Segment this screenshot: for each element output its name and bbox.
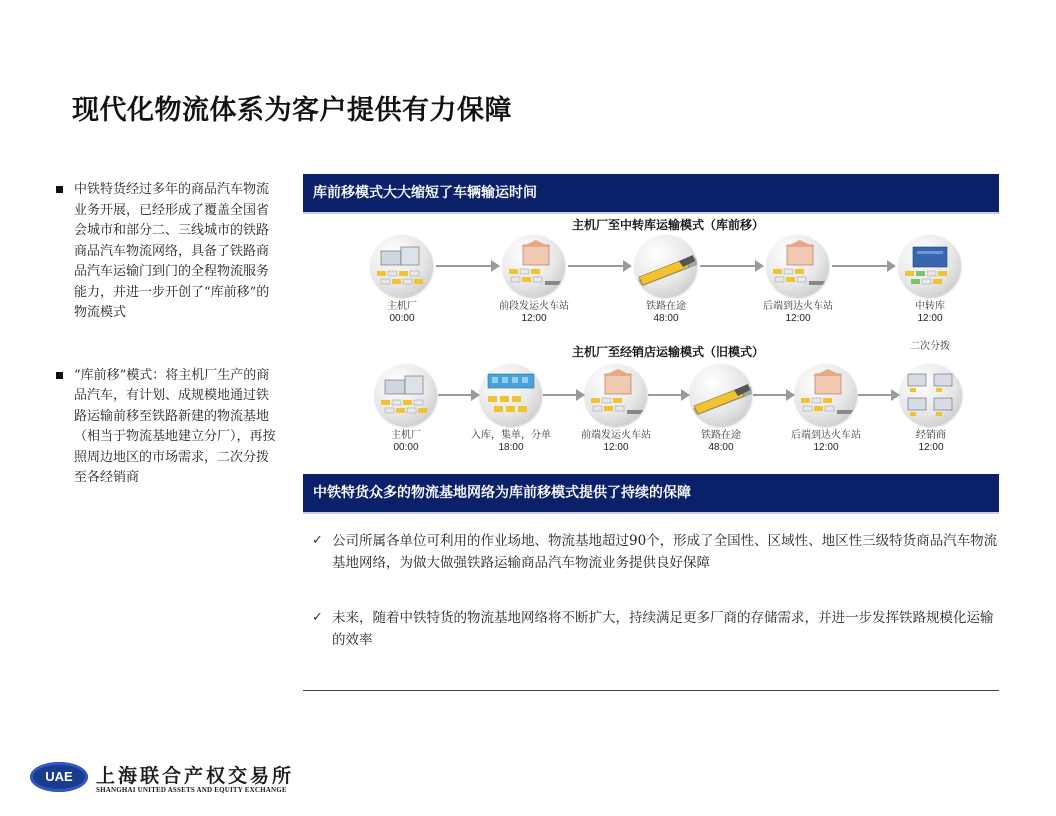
check-text: 未来，随着中铁特货的物流基地网络将不断扩大，持续满足更多厂商的存储需求，并进一步发挥铁路规模化运输的效率	[332, 610, 994, 648]
left-text-column	[56, 180, 276, 489]
station-icon	[585, 364, 647, 426]
node-label: 经销商	[916, 430, 946, 441]
node-time: 12:00	[785, 313, 811, 324]
check-item-future	[312, 607, 1002, 651]
node-time: 48:00	[708, 442, 734, 453]
warehouse-icon	[899, 235, 961, 297]
flow2-node-warehousing	[466, 364, 556, 454]
node-label: 前段发运火车站	[499, 301, 569, 312]
parking-icon	[480, 364, 542, 426]
checkmark-icon: ✓	[312, 533, 323, 548]
divider	[303, 690, 999, 691]
node-time: 12:00	[813, 442, 839, 453]
node-label: 主机厂	[387, 301, 417, 312]
flow2-node-dealer	[886, 364, 976, 454]
logo-english-name: SHANGHAI UNITED ASSETS AND EQUITY EXCHANGE	[96, 786, 287, 794]
node-label: 前端发运火车站	[581, 430, 651, 441]
bullet-model: “库前移”模式：将主机厂生产的商品汽车，有计划、成规模地通过铁路运输前移至铁路新建的物流基地（相当于物流基地建立分厂），再按照周边地区的市场需求，二次分拨至各经销商	[56, 366, 276, 489]
node-time: 12:00	[918, 442, 944, 453]
factory-cars-icon	[371, 235, 433, 297]
node-label: 主机厂	[391, 430, 421, 441]
check-item-bases	[312, 530, 1002, 574]
bullet-network: 中铁特货经过多年的商品汽车物流业务开展，已经形成了覆盖全国省会城市和部分二、三线城市的铁路商品汽车物流网络，具备了铁路商品汽车运输门到门的全程物流服务能力，并进一步开创了“库前移”的物流模式	[56, 180, 276, 324]
flow1-node-transfer-warehouse	[885, 235, 975, 325]
flow2-node-origin-station	[571, 364, 661, 454]
logo-emblem: UAE	[30, 762, 88, 792]
node-time: 12:00	[917, 313, 943, 324]
flow2-node-factory	[361, 364, 451, 454]
node-time: 00:00	[389, 313, 415, 324]
train-icon	[635, 235, 697, 297]
train-icon	[690, 364, 752, 426]
flow1-node-rail-transit	[621, 235, 711, 325]
secondary-distribution-note: 二次分拨	[910, 341, 950, 352]
page-title: 现代化物流体系为客户提供有力保障	[72, 95, 512, 126]
node-label: 中转库	[915, 301, 945, 312]
node-label: 后端到达火车站	[791, 430, 861, 441]
node-time: 48:00	[653, 313, 679, 324]
checkmark-icon: ✓	[312, 610, 323, 625]
node-time: 18:00	[498, 442, 524, 453]
node-label: 入库，集单，分单	[471, 430, 551, 441]
station-icon	[795, 364, 857, 426]
check-text: 公司所属各单位可利用的作业场地、物流基地超过90个，形成了全国性、区域性、地区性三级特货商品汽车物流基地网络，为做大做强铁路运输商品汽车物流业务提供良好保障	[332, 533, 998, 571]
node-time: 12:00	[603, 442, 629, 453]
check-list	[312, 530, 1002, 651]
flow1-node-origin-station	[489, 235, 579, 325]
flow2-title: 主机厂至经销店运输模式（旧模式）	[572, 345, 765, 359]
station-icon	[503, 235, 565, 297]
flow1-node-factory	[357, 235, 447, 325]
node-label: 铁路在途	[646, 301, 686, 312]
flow2-node-rail-transit	[676, 364, 766, 454]
flow1-title: 主机厂至中转库运输模式（库前移）	[572, 218, 765, 232]
dealer-icon	[900, 364, 962, 426]
node-time: 00:00	[393, 442, 419, 453]
company-logo	[30, 760, 310, 800]
flow2-node-destination-station	[781, 364, 871, 454]
logo-chinese-name: 上海联合产权交易所	[96, 765, 295, 787]
node-label: 铁路在途	[701, 430, 741, 441]
banner-network-guarantee: 中铁特货众多的物流基地网络为库前移模式提供了持续的保障	[303, 474, 999, 512]
station-icon	[767, 235, 829, 297]
node-label: 后端到达火车站	[763, 301, 833, 312]
factory-cars-icon	[375, 364, 437, 426]
node-time: 12:00	[521, 313, 547, 324]
flow1-node-destination-station	[753, 235, 843, 325]
banner-time-reduction: 库前移模式大大缩短了车辆输运时间	[303, 174, 999, 212]
